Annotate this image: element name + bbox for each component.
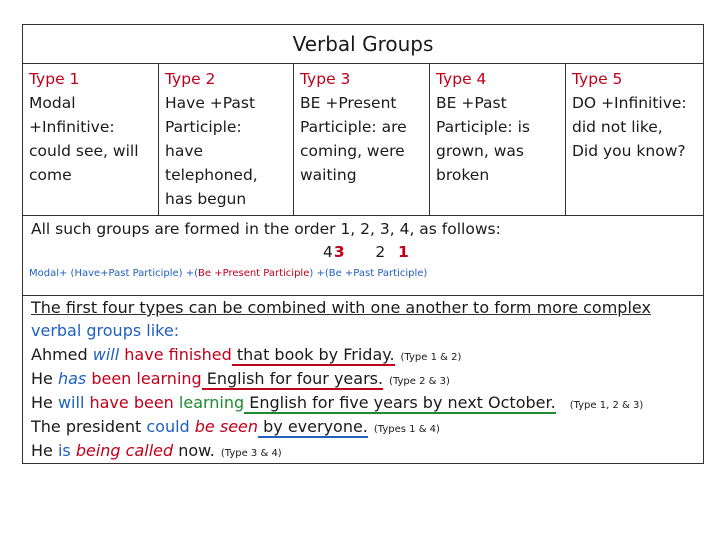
verbal-groups-table	[22, 24, 704, 464]
example-2-progressive: been learning	[86, 369, 202, 388]
example-4-tag: (Types 1 & 4)	[373, 424, 440, 435]
type-1-description: Modal +Infinitive: could see, will come	[29, 94, 139, 184]
order-2: 2	[375, 243, 387, 261]
example-5-is: is	[57, 441, 71, 460]
formula-part-b: Be +Present Participle	[198, 268, 310, 279]
example-1-perfect: have finished	[119, 345, 232, 364]
type-2-heading: Type 2	[165, 70, 216, 88]
example-5-rest: now.	[173, 441, 215, 460]
formula-part-d: Be +Past Participle	[328, 268, 424, 279]
type-4-description: BE +Past Participle: is grown, was broken	[436, 94, 530, 184]
example-4	[31, 417, 440, 436]
formula-part-a: Modal+ (Have+Past Participle) +(	[29, 268, 199, 279]
example-2-part-a: He	[31, 369, 58, 388]
formula-part-e: )	[423, 268, 428, 279]
type-3-description: BE +Present Participle: are coming, were waiting	[300, 94, 407, 184]
summary-text: All such groups are formed in the order 1, 2, 3, 4, as follows:	[31, 220, 501, 238]
type-1-heading: Type 1	[29, 70, 80, 88]
examples-intro-line-2: verbal groups like:	[31, 321, 180, 340]
example-2-tag: (Type 2 & 3)	[389, 376, 450, 387]
example-5-passive-progressive: being called	[70, 441, 174, 460]
types-row	[23, 63, 703, 215]
example-1	[31, 345, 461, 364]
type-4-heading: Type 4	[436, 70, 487, 88]
order-1: 1	[398, 243, 410, 261]
example-4-passive: be seen	[189, 417, 259, 436]
formula-part-c: ) +(	[309, 268, 329, 279]
example-3	[31, 393, 643, 412]
type-5-cell	[566, 63, 705, 215]
example-4-modal: could	[146, 417, 190, 436]
example-3-modal: will	[57, 393, 85, 412]
order-numbers	[323, 243, 410, 261]
example-1-rest: that book by Friday.	[231, 345, 395, 364]
example-1-modal: will	[92, 345, 120, 364]
order-3: 3	[333, 243, 346, 261]
example-5-tag: (Type 3 & 4)	[220, 448, 282, 459]
examples-section	[23, 295, 703, 466]
example-3-rest: English for five years by next October.	[244, 393, 556, 412]
example-4-rest: by everyone.	[258, 417, 368, 436]
order-4: 4	[323, 243, 334, 261]
example-2-rest: English for four years.	[201, 369, 384, 388]
example-3-part-a: He	[31, 393, 58, 412]
type-3-heading: Type 3	[300, 70, 351, 88]
type-5-description: DO +Infinitive: did not like, Did you know?	[572, 94, 687, 160]
example-1-tag: (Type 1 & 2)	[400, 352, 462, 363]
example-3-tag: (Type 1, 2 & 3)	[569, 400, 644, 411]
type-4-cell	[430, 63, 566, 215]
type-3-cell	[294, 63, 430, 215]
type-1-cell	[23, 63, 159, 215]
example-5	[31, 441, 282, 460]
type-5-heading: Type 5	[572, 70, 623, 88]
summary-section	[23, 215, 703, 296]
example-5-part-a: He	[31, 441, 58, 460]
example-2	[31, 369, 450, 388]
examples-intro-line-1: The first four types can be combined with one another to form more complex	[31, 298, 651, 317]
type-2-description: Have +Past Participle: have telephoned, has begun	[165, 94, 258, 208]
table-title: Verbal Groups	[23, 25, 703, 64]
example-3-perfect: have been	[84, 393, 174, 412]
type-2-cell	[159, 63, 294, 215]
formula-line	[29, 268, 427, 279]
example-3-progressive: learning	[173, 393, 245, 412]
example-2-has: has	[57, 369, 87, 388]
example-4-part-a: The president	[31, 417, 147, 436]
example-1-part-a: Ahmed	[31, 345, 93, 364]
